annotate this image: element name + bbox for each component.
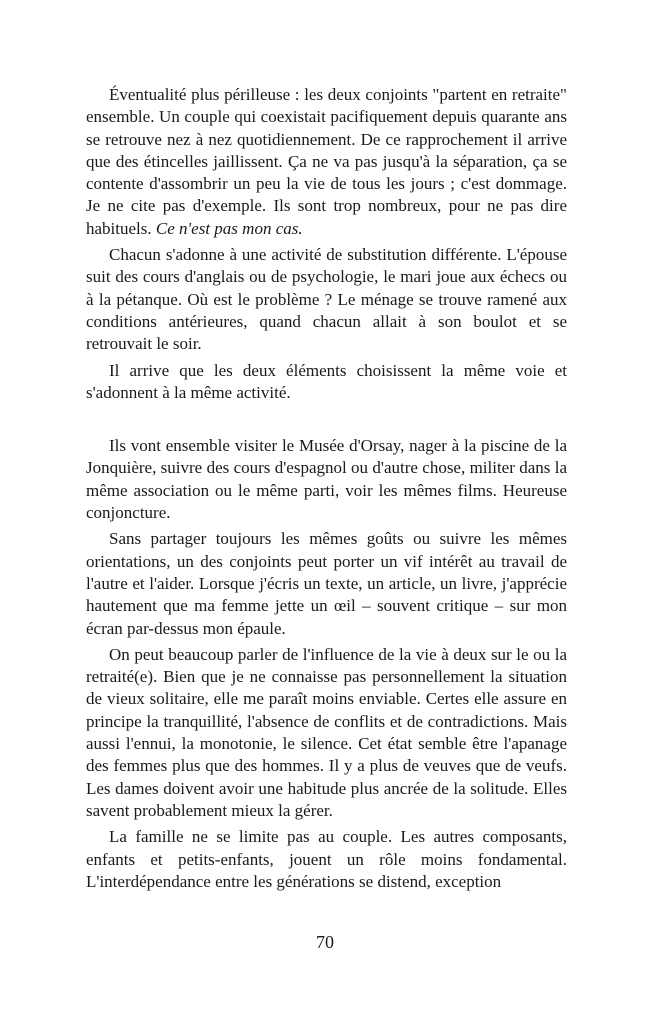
paragraph-3: Il arrive que les deux éléments choisissent la même voie et s'adonnent à la même activité. xyxy=(86,360,567,402)
paragraph-1-text: Éventualité plus périlleuse : les deux conjoints "partent en retraite" ensemble. Un couple qui coexistait pacifiquement depuis quarante ans se retrouve nez à nez quotidiennement. De ce rapprochement il arrive que des étincelles jaillissent. Ça ne va pas jusqu'à la séparation, ça se contente d'assombrir un peu la vie de tous les jours ; c'est dommage. Je ne cite pas d'exemple. Ils sont trop nombreux, pour ne pas dire habituels. xyxy=(86,85,567,238)
paragraph-4: Ils vont ensemble visiter le Musée d'Orsay, nager à la piscine de la Jonquière, suivre des cours d'espagnol ou d'autre chose, militer dans la même association ou le même parti, voir les mêmes films. Heureuse conjoncture. xyxy=(86,436,567,523)
paragraph-1 xyxy=(86,84,567,240)
paragraph-1-italic: Ce n'est pas mon cas. xyxy=(155,218,303,238)
paragraph-2: Chacun s'adonne à une activité de substitution différente. L'épouse suit des cours d'anglais ou de psychologie, le mari joue aux échecs ou à la pétanque. Où est le problème ? Le ménage se trouve ramené aux conditions antérieures, quand chacun allait à son boulot et se retrouvait le soir. xyxy=(86,245,567,354)
paragraph-7: La famille ne se limite pas au couple. Les autres composants, enfants et petits-enfants, jouent un rôle moins fondamental. L'interdépendance entre les générations se distend, exception xyxy=(86,827,567,891)
page-body xyxy=(86,84,567,897)
section-break xyxy=(86,408,567,435)
paragraph-6: On peut beaucoup parler de l'influence de la vie à deux sur le ou la retraité(e). Bien que je ne connaisse pas personnellement la situation de vieux solitaire, elle me paraît moins enviable. Certes elle assure en principe la tranquillité, l'absence de conflits et de contradictions. Mais aussi l'ennui, la monotonie, le silence. Cet état semble être l'apanage des femmes plus que des hommes. Il y a plus de veuves que de veufs. Les dames doivent avoir une habitude plus ancrée de la solitude. Elles savent probablement mieux la gérer. xyxy=(86,644,567,820)
page-number: 70 xyxy=(316,932,334,952)
paragraph-5: Sans partager toujours les mêmes goûts ou suivre les mêmes orientations, un des conjoints peut porter un vif intérêt au travail de l'autre et l'aider. Lorsque j'écris un texte, un article, un livre, j'apprécie hautement que ma femme jette un œil – souvent critique – sur mon écran par-dessus mon épaule. xyxy=(86,529,567,638)
